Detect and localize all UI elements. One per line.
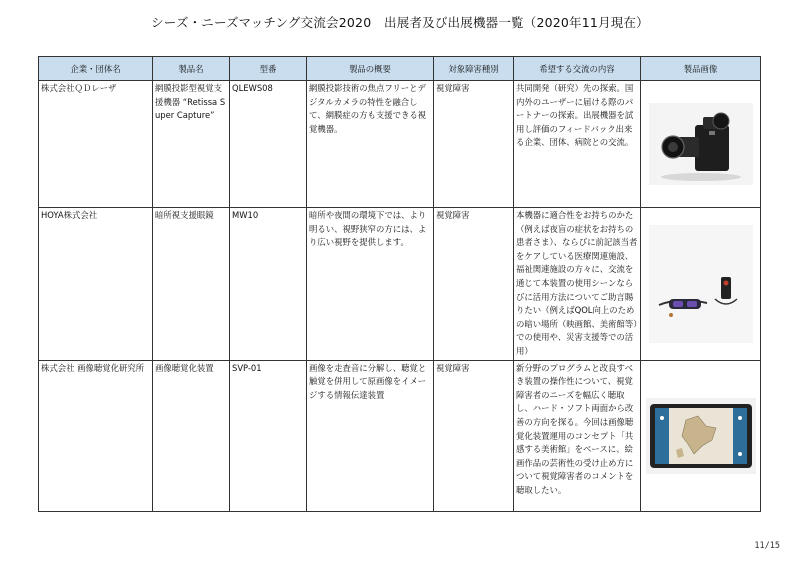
header-target: 対象障害種別 [434, 57, 514, 81]
summary-cell: 暗所や夜間の環境下では、より明るい、視野狭窄の方には、より広い視野を提供します。 [307, 208, 434, 361]
header-company: 企業・団体名 [39, 57, 153, 81]
target-cell: 視覚障害 [434, 360, 514, 511]
night-vision-glasses-icon [649, 225, 753, 343]
company-cell: HOYA株式会社 [39, 208, 153, 361]
target-cell: 視覚障害 [434, 208, 514, 361]
camera-device-icon [649, 103, 753, 185]
header-image: 製品画像 [641, 57, 761, 81]
product-image-cell [641, 360, 761, 511]
table-row [39, 360, 761, 511]
exchange-cell: 共同開発（研究）先の探索。国内外のユーザーに届ける際のパートナーの探索。出展機器を試用し評価のフィードバック出来る企業、団体、病院との交流。 [514, 81, 641, 208]
summary-cell: 網膜投影技術の焦点フリーとデジタルカメラの特性を融合して、網膜症の方も支援できる視覚機器。 [307, 81, 434, 208]
product-cell: 網膜投影型視覚支援機器 “Retissa Super Capture” [153, 81, 230, 208]
header-product: 製品名 [153, 57, 230, 81]
exhibitor-table [38, 56, 761, 512]
table-row [39, 81, 761, 208]
product-image-cell [641, 208, 761, 361]
page-title: シーズ・ニーズマッチング交流会2020 出展者及び出展機器一覧（2020年11月現在） [151, 15, 649, 30]
table-row [39, 208, 761, 361]
exchange-cell: 本機器に適合性をお持ちのかた（例えば夜盲の症状をお持ちの患者さま）、ならびに前記該当者をケアしている医療関連施設、福祉関連施設の方々に、交流を通じて本装置の使用シーンならびに活用方法についてご助言賜りたい（例えばQOL向上のための暗い場所（映画館、美術館等）での使用や、災害支援等での活用） [514, 208, 641, 361]
summary-cell: 画像を走査音に分解し、聴覚と触覚を併用して原画像をイメージする情報伝達装置 [307, 360, 434, 511]
target-cell: 視覚障害 [434, 81, 514, 208]
model-cell: SVP-01 [230, 360, 307, 511]
product-cell: 画像聴覚化装置 [153, 360, 230, 511]
header-summary: 製品の概要 [307, 57, 434, 81]
table-header-row [39, 57, 761, 81]
header-model: 型番 [230, 57, 307, 81]
header-exchange: 希望する交流の内容 [514, 57, 641, 81]
page-number: 11/15 [754, 541, 780, 551]
product-image-cell [641, 81, 761, 208]
exchange-cell: 新分野のプログラムと改良すべき装置の操作性について、視覚障害者のニーズを幅広く聴取し、ハード・ソフト両面から改善の方向を探る。今回は画像聴覚化装置運用のコンセプト「共感する美術館」をベースに、絵画作品の芸術性の受け止め方について視覚障害者のコメントを聴取したい。 [514, 360, 641, 511]
company-cell: 株式会社 画像聴覚化研究所 [39, 360, 153, 511]
model-cell: QLEWS08 [230, 81, 307, 208]
tablet-map-icon [646, 398, 756, 474]
model-cell: MW10 [230, 208, 307, 361]
company-cell: 株式会社ＱＤレーザ [39, 81, 153, 208]
product-cell: 暗所視支援眼鏡 [153, 208, 230, 361]
